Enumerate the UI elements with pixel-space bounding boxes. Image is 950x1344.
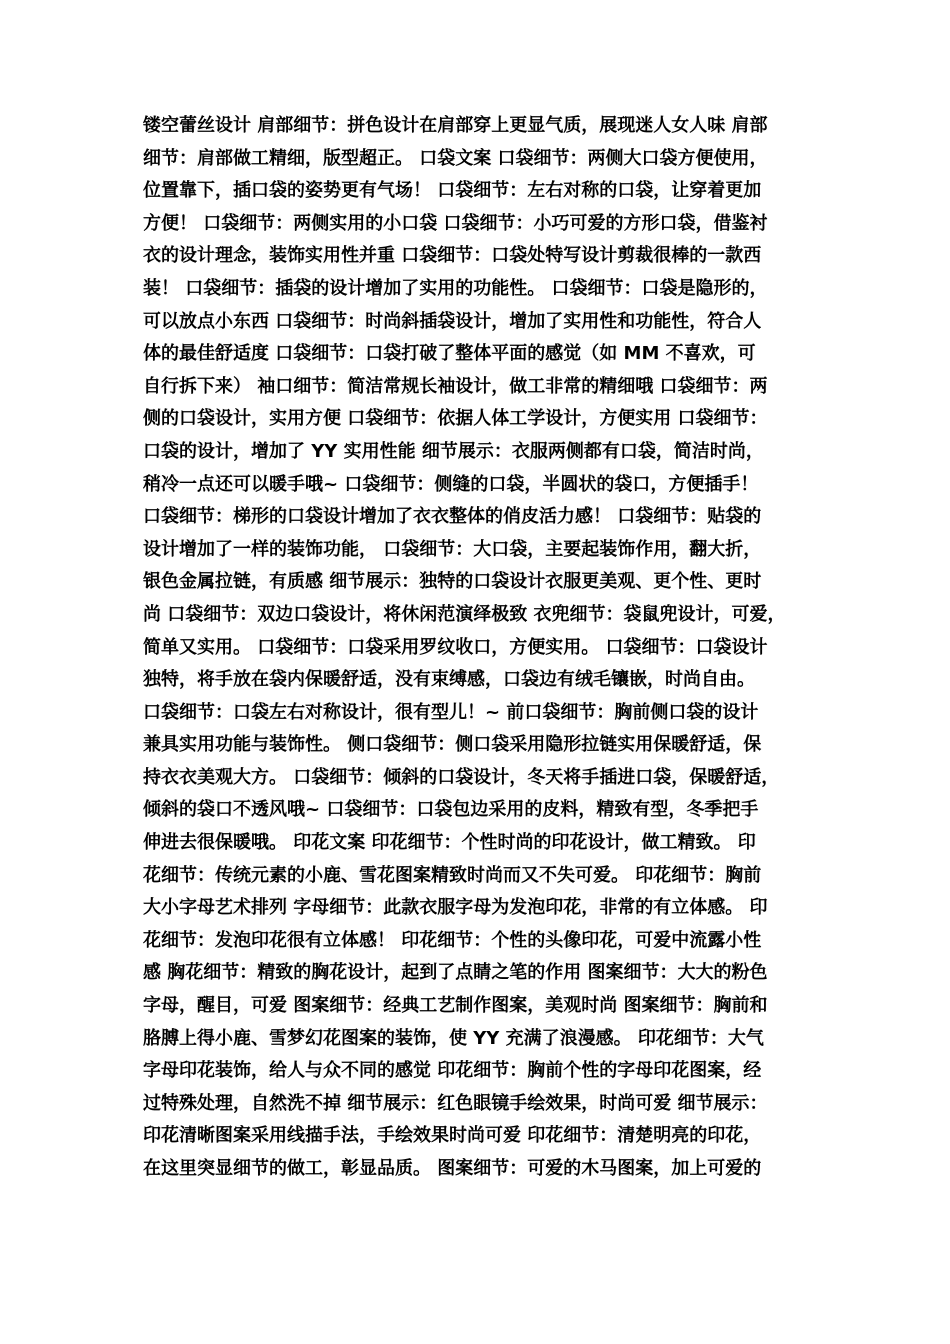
text-line: 胳膊上得小鹿、雪梦幻花图案的装饰，使 YY 充满了浪漫感。 印花细节：大气: [143, 1027, 764, 1049]
text-line: 口袋细节：梯形的口袋设计增加了衣衣整体的俏皮活力感！ 口袋细节：贴袋的: [143, 506, 762, 528]
text-line: 方便！ 口袋细节：两侧实用的小口袋 口袋细节：小巧可爱的方形口袋，借鉴衬: [143, 212, 768, 234]
text-line: 尚 口袋细节：双边口袋设计，将休闲范演绎极致 衣兜细节：袋鼠兜设计，可爱，: [143, 603, 786, 625]
text-line: 口袋的设计，增加了 YY 实用性能 细节展示：衣服两侧都有口袋，简洁时尚，: [143, 440, 764, 462]
text-line: 可以放点小东西 口袋细节：时尚斜插袋设计，增加了实用性和功能性，符合人: [143, 310, 762, 332]
text-line: 过特殊处理，自然洗不掉 细节展示：红色眼镜手绘效果，时尚可爱 细节展示：: [143, 1092, 768, 1114]
text-line: 花细节：发泡印花很有立体感！ 印花细节：个性的头像印花，可爱中流露小性: [143, 929, 762, 951]
text-line: 简单又实用。 口袋细节：口袋采用罗纹收口，方便实用。 口袋细节：口袋设计: [143, 636, 768, 658]
text-line: 持衣衣美观大方。 口袋细节：倾斜的口袋设计，冬天将手插进口袋，保暖舒适，: [143, 766, 780, 788]
text-line: 细节：肩部做工精细，版型超正。 口袋文案 口袋细节：两侧大口袋方便使用，: [143, 147, 768, 169]
text-line: 伸进去很保暖哦。 印花文案 印花细节：个性时尚的印花设计，做工精致。 印: [143, 832, 756, 854]
text-line: 装！ 口袋细节：插袋的设计增加了实用的功能性。 口袋细节：口袋是隐形的，: [143, 277, 768, 299]
text-line: 字母印花装饰，给人与众不同的感觉 印花细节：胸前个性的字母印花图案，经: [143, 1060, 762, 1082]
text-line: 位置靠下，插口袋的姿势更有气场！ 口袋细节：左右对称的口袋，让穿着更加: [143, 180, 762, 202]
text-line: 感 胸花细节：精致的胸花设计，起到了点睛之笔的作用 图案细节：大大的粉色: [143, 962, 768, 984]
text-line: 口袋细节：口袋左右对称设计，很有型儿！~ 前口袋细节：胸前侧口袋的设计: [143, 701, 759, 723]
text-line: 印花清晰图案采用线描手法，手绘效果时尚可爱 印花细节：清楚明亮的印花，: [143, 1125, 762, 1147]
text-line: 衣的设计理念，装饰实用性并重 口袋细节：口袋处特写设计剪裁很棒的一款西: [143, 245, 762, 267]
body-text: [143, 110, 823, 1186]
text-line: 银色金属拉链，有质感 细节展示：独特的口袋设计衣服更美观、更个性、更时: [143, 571, 762, 593]
text-line: 大小字母艺术排列 字母细节：此款衣服字母为发泡印花，非常的有立体感。 印: [143, 897, 768, 919]
text-line: 倾斜的袋口不透风哦~ 口袋细节：口袋包边采用的皮料，精致有型，冬季把手: [143, 799, 759, 821]
text-line: 设计增加了一样的装饰功能， 口袋细节：大口袋，主要起装饰作用，翻大折，: [143, 538, 762, 560]
text-line: 稍冷一点还可以暖手哦~ 口袋细节：侧缝的口袋，半圆状的袋口，方便插手！: [143, 473, 759, 495]
text-line: 字母，醒目，可爱 图案细节：经典工艺制作图案，美观时尚 图案细节：胸前和: [143, 995, 768, 1017]
text-line: 在这里突显细节的做工，彰显品质。 图案细节：可爱的木马图案，加上可爱的: [143, 1158, 762, 1179]
text-line: 体的最佳舒适度 口袋细节：口袋打破了整体平面的感觉（如 MM 不喜欢，可: [143, 343, 756, 365]
text-line: 花细节：传统元素的小鹿、雪花图案精致时尚而又不失可爱。 印花细节：胸前: [143, 864, 762, 886]
text-line: 自行拆下来） 袖口细节：简洁常规长袖设计，做工非常的精细哦 口袋细节：两: [143, 375, 768, 397]
text-line: 镂空蕾丝设计 肩部细节：拼色设计在肩部穿上更显气质，展现迷人女人味 肩部: [143, 115, 768, 136]
text-line: 独特，将手放在袋内保暖舒适，没有束缚感，口袋边有绒毛镶嵌，时尚自由。: [143, 669, 755, 691]
text-line: 侧的口袋设计，实用方便 口袋细节：依据人体工学设计，方便实用 口袋细节：: [143, 408, 768, 430]
text-line: 兼具实用功能与装饰性。 侧口袋细节：侧口袋采用隐形拉链实用保暖舒适，保: [143, 734, 762, 756]
